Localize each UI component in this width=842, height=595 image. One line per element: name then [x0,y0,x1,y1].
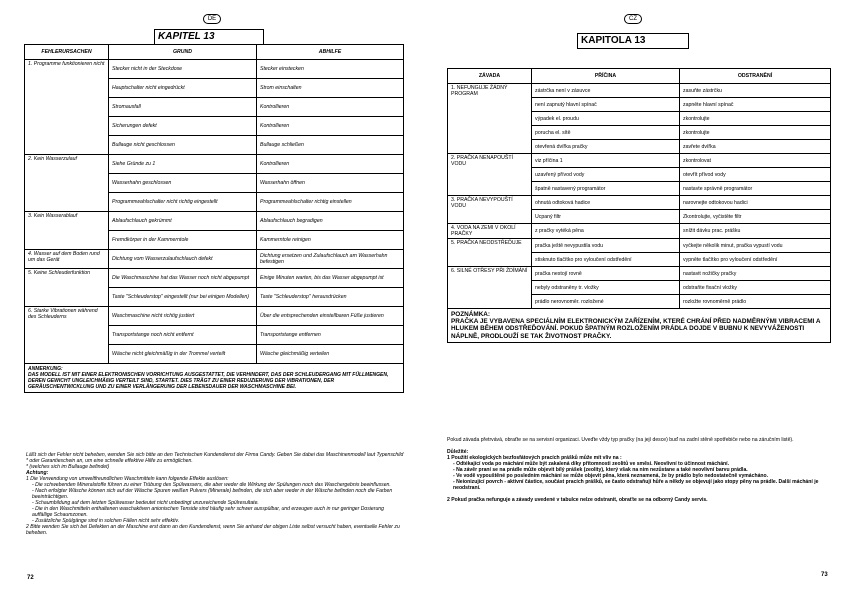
header-remedy: ABHILFE [257,45,404,60]
remedy-cell: Strom einschalten [257,79,404,98]
header-problem: ZÁVADA [448,69,532,84]
cause-cell: Taste "Schleuderstop" eingestellt (nur bei einigen Modellen) [109,288,257,307]
chapter-title: KAPITOLA 13 [577,33,689,49]
footer-important-title: Důležité: [447,449,469,455]
footer-item-1: 1 Použití ekologických bezfosfátových pracích prášků může mít vliv na : [447,455,622,461]
table-row [25,250,404,269]
table-row [448,84,831,98]
remedy-cell: Ablaufschlauch begradigen [257,212,404,231]
problem-cell: 5. PRAČKA NEODSTŘEĎUJE [448,239,532,267]
problem-cell: 1. NEFUNGUJE ŽÁDNÝ PROGRAM [448,84,532,154]
note-row [448,309,831,343]
note-title: ANMERKUNG: [28,366,63,372]
cause-cell: z pračky vytéká pěna [532,224,680,239]
cause-cell: Waschmaschine nicht richtig justiert [109,307,257,326]
cause-cell: Hauptschalter nicht eingedrückt [109,79,257,98]
footer-bullet: - Ve vodě vypouštěné po posledním máchání se může objevit pěna, která neznamená, že by prádlo bylo nedostatečně vymácháno. [453,473,769,479]
cause-cell: pračka nestojí rovně [532,267,680,281]
table-row [25,307,404,326]
note-text: PRAČKA JE VYBAVENA SPECIÁLNÍM ELEKTRONICKÝM ZAŘÍZENÍM, KTERÉ CHRÁNÍ PŘED NADMĚRNÝMI VIBRACEMI A HLUKEM BĚHEM ODSTŘEĎOVÁNÍ. POKUD ŠPATNÝM ROZLOŽENÍM PRÁDLA DOJDE V BUBNU K NEVYVÁŽENOSTI NÁPLNĚ, PRODLOUŽÍ SE TAK ŽIVOTNOST PRAČKY. [451,318,821,340]
remedy-cell: Einige Minuten warten, bis das Wasser abgepumpt ist [257,269,404,288]
table-row [25,269,404,288]
problem-cell: 6. SILNÉ OTŘESY PŘI ŽDÍMÁNÍ [448,267,532,309]
table-row [25,212,404,231]
remedy-cell: Wasserhahn öffnen [257,174,404,193]
cause-cell: Programmwahlschalter nicht richtig eingestellt [109,193,257,212]
note-cell [25,364,404,393]
problem-cell: 4. VODA NA ZEMI V OKOLÍ PRAČKY [448,224,532,239]
page-number: 73 [821,572,828,578]
remedy-cell: vypněte tlačítko pro vyloučení odstředění [680,253,831,267]
cause-cell: Wäsche nicht gleichmäßig in der Trommel verteilt [109,345,257,364]
table-header-row [448,69,831,84]
cause-cell: zástrčka není v zásuvce [532,84,680,98]
cause-cell: Bullauge nicht geschlossen [109,136,257,155]
problem-cell: 6. Starke Vibrationen während des Schleuderns [25,307,109,364]
problem-cell: 2. PRAČKA NENAPOUŠTÍ VODU [448,154,532,196]
cause-cell: Sicherungen defekt [109,117,257,136]
remedy-cell: Dichtung ersetzen und Zulaufschlauch am Wasserhahn befestigen [257,250,404,269]
troubleshooting-table-de [24,44,404,393]
cause-cell: Die Waschmaschine hat das Wasser noch nicht abgepumpt [109,269,257,288]
remedy-cell: Kontrollieren [257,117,404,136]
footer-bullet: - Odtékající voda po máchání může být zakalená díky přítomnosti zeolitů ve směsi. Neovlivní to účinnost máchání. [453,461,729,467]
table-row [448,154,831,168]
cause-cell: prádlo nerovnoměr. rozložené [532,295,680,309]
footer-bullet: - Na závěr praní se na prádle může objevit bílý prášek (zeolity), který však na nim nezůstane a také neovlivní barvu prádla. [453,467,748,473]
remedy-cell: nastavit nožičky pračky [680,267,831,281]
note-text: DAS MODELL IST MIT EINER ELEKTRONISCHEN VORRICHTUNG AUSGESTATTET, DIE VERHINDERT, DAS DER SCHLEUDERGANG MIT FÜLLMENGEN, DEREN GEWICHT UNGLEICHMÄßIG VERTEILT SIND, STARTET. DIES TRÄGT ZU EINER REDUZIERUNG DER VIBRATIONEN, DER GERÄUSCHENTWICKLUNG UND ZU EINER VERLÄNGERUNG DER LEBENSDAUER DER WASCHMASCHINE BEI. [28,372,389,390]
footer-bullet: - Die in den Waschmitteln enthaltenen waschaktiven anionischen Tenside sind häufig sehr schwer ausspülbar, und erzeugen auch in nur geringer Dosierung auffällige Schaumzonen. [32,506,384,518]
footer-attention-title: Achtung: [26,470,49,476]
cause-cell: Stromausfall [109,98,257,117]
footer-footnote: * (welches sich im Bullauge befindet) [26,464,110,470]
cause-cell: výpadek el. proudu [532,112,680,126]
header-cause: PŘÍČINA [532,69,680,84]
remedy-cell: Kontrollieren [257,98,404,117]
footer-paragraph: Läßt sich der Fehler nicht beheben, wenden Sie sich bitte an den Technischen Kundendienst der Firma Candy. Geben Sie dabei das Maschinenmodell laut Typenschild * oder Garantieschein an, um eine schnelle effektive Hilfe zu ermöglichen. [26,452,404,464]
table-header-row [25,45,404,60]
remedy-cell: narovnejte odtokovou hadici [680,196,831,210]
remedy-cell: Wäsche gleichmäßig verteilen [257,345,404,364]
cause-cell: Stecker nicht in der Steckdose [109,60,257,79]
footer-item-2: 2 Pokud pračka nefunguje a závady uvedené v tabulce nelze odstranit, obraťte se na odborný Candy servis. [447,497,708,503]
cause-cell: stisknuto tlačítko pro vyloučení odstředění [532,253,680,267]
cause-cell: pračka ještě nevypustila vodu [532,239,680,253]
remedy-cell: vyčkejte několik minut, pračka vypustí vodu [680,239,831,253]
remedy-cell: zapněte hlavní spínač [680,98,831,112]
cause-cell: Transportstange noch nicht entfernt [109,326,257,345]
cause-cell: Siehe Gründe zu 1 [109,155,257,174]
cause-cell: Ucpaný filtr [532,210,680,224]
footer-paragraph: Pokud závada přetrvává, obraťte se na servisní organizaci. Uveďte vždy typ pračky (na její desce) buď na zadní stěně spotřebiče nebo na záručním listě). [447,437,794,443]
problem-cell: 4. Wasser auf dem Boden rund um das Gerät [25,250,109,269]
remedy-cell: zkontrolujte [680,112,831,126]
cause-cell: Wasserhahn geschlossen [109,174,257,193]
remedy-cell: zavřete dvířka [680,140,831,154]
cause-cell: otevřená dvířka pračky [532,140,680,154]
note-cell [448,309,831,343]
remedy-cell: Kammerntole reinigen [257,231,404,250]
header-remedy: ODSTRANĚNÍ [680,69,831,84]
footer-text-de [26,452,404,536]
remedy-cell: Programmwahlschalter richtig einstellen [257,193,404,212]
cause-cell: Dichtung vom Wasserzulaufschlauch defekt [109,250,257,269]
remedy-cell: nastavte správně programátor [680,182,831,196]
footer-bullet: - Zusätzliche Spülgänge sind in solchen Fällen nicht sehr effektiv. [32,518,180,524]
remedy-cell: zasuňte zástrčku [680,84,831,98]
cause-cell: není zapnutý hlavní spínač [532,98,680,112]
footer-bullet: - Nach erfolgter Wäsche können sich auf der Wäsche Spuren weißen Pulvers (Minerale) befinden, die sich aber weder in der Wäsche befinden noch die Farben beeinträchtigen. [32,488,393,500]
remedy-cell: Zkontrolujte, vyčistěte filtr [680,210,831,224]
note-row [25,364,404,393]
problem-cell: 5. Keine Schleuderfunktion [25,269,109,307]
troubleshooting-table-cz [447,68,831,343]
remedy-cell: zkontrolujte [680,126,831,140]
remedy-cell: odstraňte fixační vložky [680,281,831,295]
table-row [448,196,831,210]
remedy-cell: Taste "Schleuderstop" herausdrücken [257,288,404,307]
footer-item-2: 2 Bitte wenden Sie sich bei Defekten an der Maschine erst dann an den Kundendienst, wenn Sie anhand der obigen Liste selbst versucht haben, eventuelle Fehler zu beheben. [26,524,400,536]
remedy-cell: Transportstange entfernen [257,326,404,345]
header-cause: GRUND [109,45,257,60]
table-row [448,224,831,239]
cause-cell: špatně nastavený programátor [532,182,680,196]
cause-cell: viz příčina 1 [532,154,680,168]
language-badge-cz: CZ [624,14,642,24]
remedy-cell: Bullauge schließen [257,136,404,155]
footer-bullet: - Schaumbildung auf dem letzten Spülwasser bedeutet nicht unbedingt unzureichende Spülresultate. [32,500,259,506]
chapter-title: KAPITEL 13 [154,29,264,45]
note-title: POZNÁMKA: [451,311,491,318]
table-row [25,60,404,79]
remedy-cell: Kontrollieren [257,155,404,174]
footer-item-1: 1 Die Verwendung von umweltfreundlichen Waschmitteln kann folgende Effekte auslösen: [26,476,229,482]
footer-bullet: - Die schwebenden Mineralstoffe führen zu einer Trübung des Spülwassers, die aber weder die Wirkung der Spülungen noch das Waschergebnis beeinflussen. [32,482,391,488]
language-badge-de: DE [203,14,221,24]
table-row [25,155,404,174]
cause-cell: Ablaufschlauch gekrümmt [109,212,257,231]
cause-cell: Fremdkörper in der Kammerntole [109,231,257,250]
header-problem: FEHLERURSACHEN [25,45,109,60]
cause-cell: porucha el. sítě [532,126,680,140]
table-row [448,239,831,253]
problem-cell: 3. Kein Wasserablauf [25,212,109,250]
remedy-cell: Über die entsprechenden einstellbaren Füße justieren [257,307,404,326]
footer-bullet: - Neionizující povrch - aktivní částice, součást pracích prášků, se často odstraňují hůře a někdy se objevují jako stopy pěny na prádle. Další máchání je neodstraní. [453,479,819,491]
footer-text-cz [447,437,832,503]
problem-cell: 3. PRAČKA NEVYPOUŠTÍ VODU [448,196,532,224]
remedy-cell: snížit dávku prac. prášku [680,224,831,239]
cause-cell: ohnutá odtoková hadice [532,196,680,210]
right-page-cz [421,0,842,595]
page-number: 72 [27,575,34,581]
problem-cell: 2. Kein Wasserzulauf [25,155,109,212]
remedy-cell: Stecker einstecken [257,60,404,79]
remedy-cell: otevřít přívod vody [680,168,831,182]
cause-cell: nebyly odstraněny tr. vložky [532,281,680,295]
cause-cell: uzavřený přívod vody [532,168,680,182]
table-row [448,267,831,281]
remedy-cell: rozložte rovnoměrně prádlo [680,295,831,309]
remedy-cell: zkontrolovat [680,154,831,168]
problem-cell: 1. Programme funktionieren nicht [25,60,109,155]
